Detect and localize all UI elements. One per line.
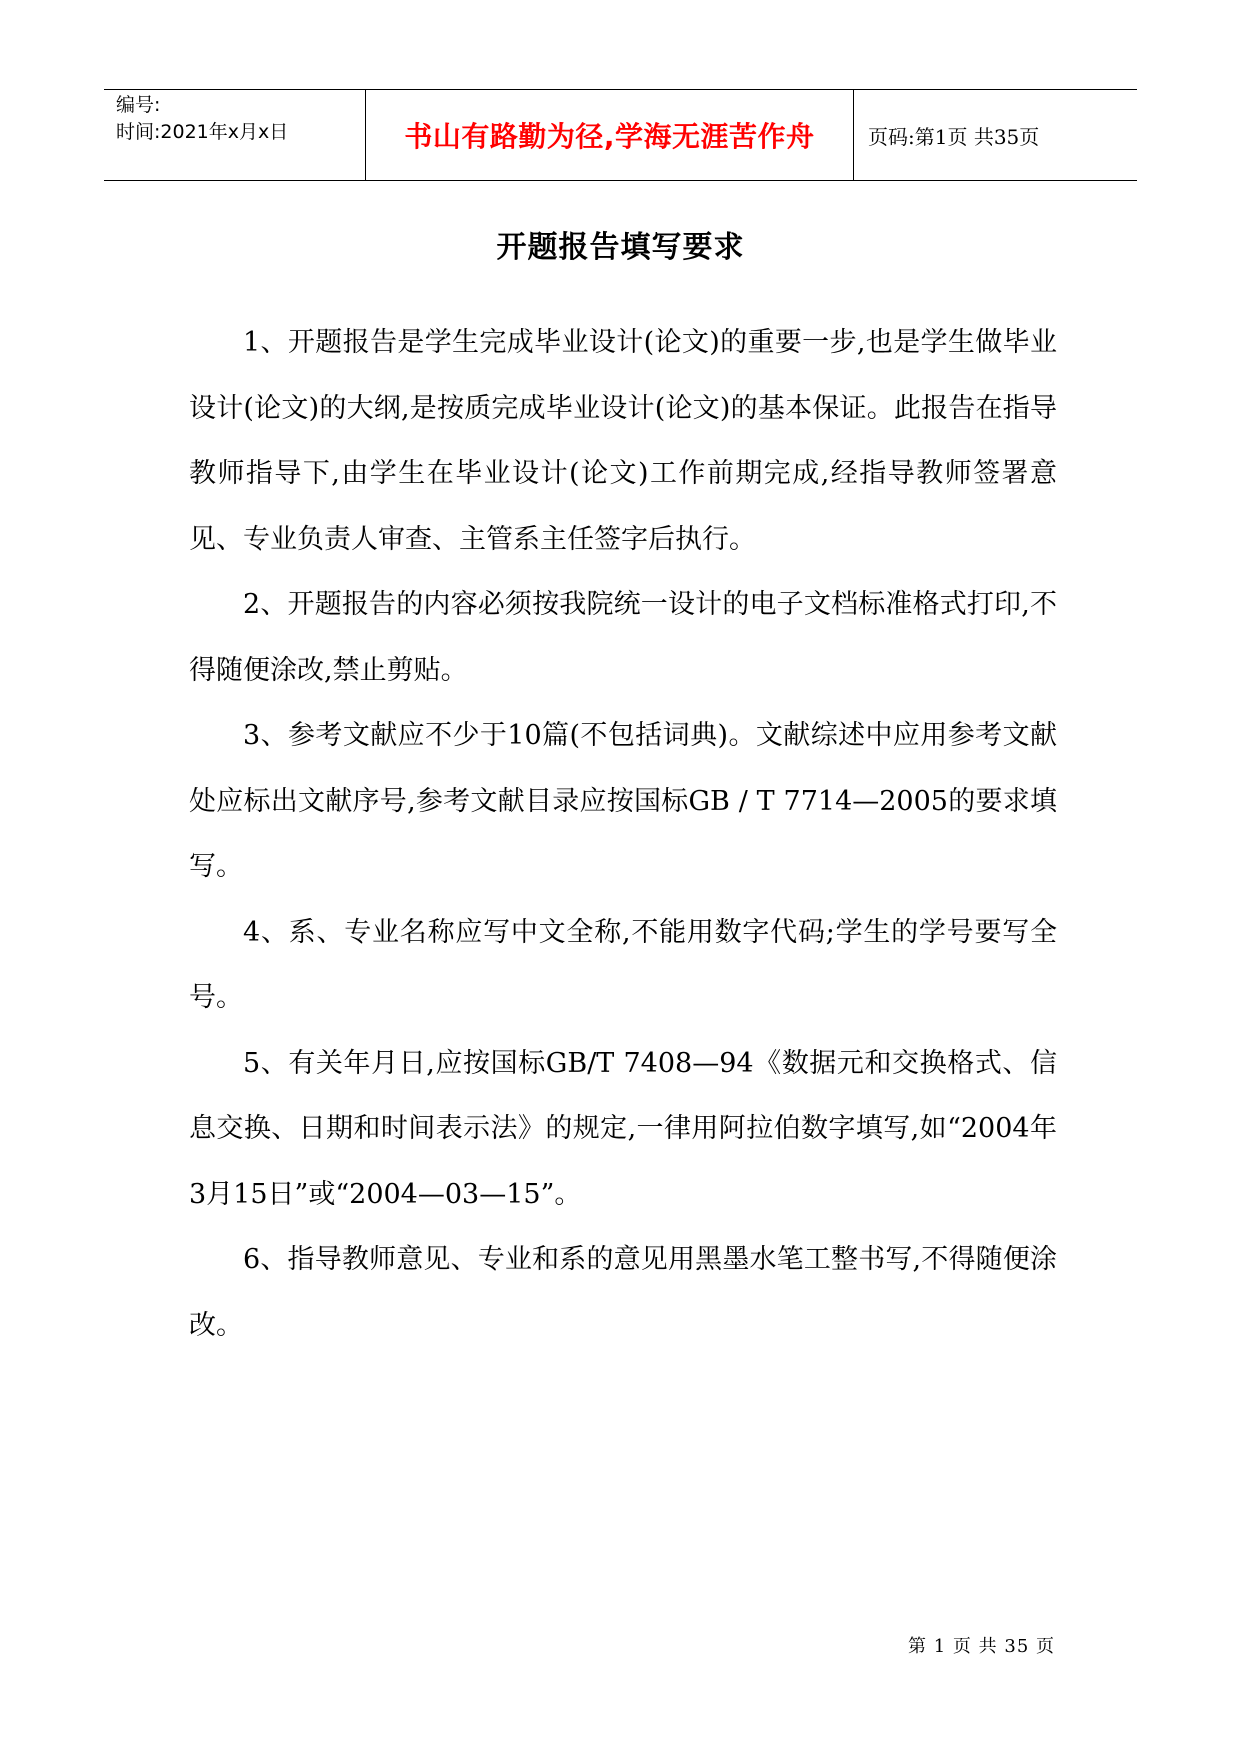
- paragraph-1: 1、开题报告是学生完成毕业设计(论文)的重要一步,也是学生做毕业设计(论文)的大纲,是按质完成毕业设计(论文)的基本保证。此报告在指导教师指导下,由学生在毕业设计(论文)工作前期完成,经指导教师签署意见、专业负责人审查、主管系主任签字后执行。: [189, 327, 1057, 555]
- paragraph-4: 4、系、专业名称应写中文全称,不能用数字代码;学生的学号要写全号。: [189, 916, 1057, 1013]
- paragraph-2: 2、开题报告的内容必须按我院统一设计的电子文档标准格式打印,不得随便涂改,禁止剪贴。: [189, 589, 1057, 686]
- header-meta: [104, 90, 366, 180]
- header-page-info: [854, 90, 1137, 180]
- motto-text: 书山有路勤为径,学海无涯苦作舟: [404, 120, 815, 153]
- header-page-number: 页码:第1页 共35页: [868, 124, 1040, 149]
- paragraph-3: 3、参考文献应不少于10篇(不包括词典)。文献综述中应用参考文献处应标出文献序号,参考文献目录应按国标GB / T 7714—2005的要求填写。: [189, 720, 1057, 882]
- paragraph-6: 6、指导教师意见、专业和系的意见用黑墨水笔工整书写,不得随便涂改。: [189, 1244, 1057, 1341]
- document-body: [189, 310, 1057, 1358]
- document-time-label: 时间:2021年x月x日: [116, 121, 289, 143]
- document-number-label: 编号:: [116, 94, 161, 116]
- paragraph-5: 5、有关年月日,应按国标GB/T 7408—94《数据元和交换格式、信息交换、日期和时间表示法》的规定,一律用阿拉伯数字填写,如“2004年3月15日”或“2004—03—15”。: [189, 1047, 1057, 1210]
- page-header: [104, 89, 1137, 181]
- page-footer: 第 1 页 共 35 页: [908, 1636, 1055, 1657]
- header-motto-cell: [366, 90, 854, 180]
- document-title: 开题报告填写要求: [496, 230, 745, 265]
